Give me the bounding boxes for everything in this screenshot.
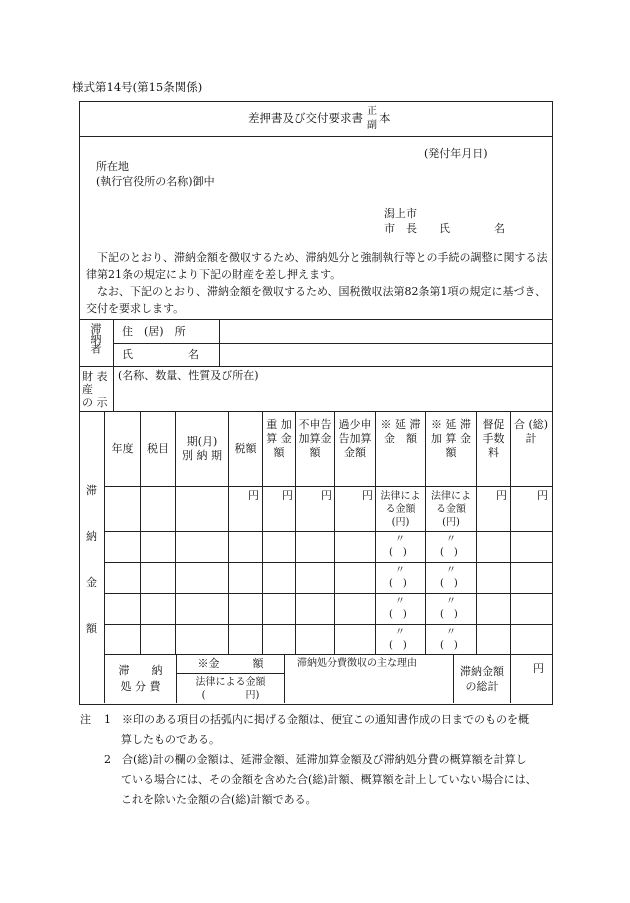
late-fee-paren-2: ( )	[389, 578, 407, 589]
unit-tax-amount: 円	[248, 489, 259, 502]
note-2-cont2: これを除いた金額の合(総)計額である。	[121, 793, 317, 806]
header-heavy-add: 重 加 算 金 額	[266, 418, 292, 459]
footer-est-label: ※金 額	[197, 657, 264, 671]
note-1-cont: 算したものである。	[121, 733, 220, 746]
header-late-fee: ※ 延 滞 金 額	[380, 418, 421, 445]
header-late-add: ※ 延 滞 加 算 金 額	[431, 418, 471, 459]
header-tax: 税目	[147, 442, 169, 456]
recipient-address: 所在地	[96, 160, 129, 173]
property-description: (名称、数量、性質及び所在)	[118, 369, 259, 382]
issue-date-label: (発付年月日)	[424, 147, 488, 160]
late-fee-ditto-2: 〃	[395, 565, 405, 576]
footer-fee-label: 滞 納 処 分 費	[118, 664, 163, 693]
footer-total-label: 滞納金額 の総計	[460, 664, 504, 693]
note-2-cont: ている場合には、その金額を含めた合(総)計額、概算額を計上していない場合には、	[121, 773, 537, 786]
late-fee-law-amount: 法律によ る金額 (円)	[380, 490, 421, 528]
copy-mark-sei: 正	[367, 106, 377, 117]
amount-group-char-2: 納	[86, 530, 97, 543]
header-under-report: 過少申 告加算 金額	[338, 418, 372, 459]
note-2: 2 合(総)計の欄の金額は、延滞金額、延滞加算金額及び滞納処分費の概算額を計算し	[104, 753, 527, 766]
property-label-top: 財 表	[82, 370, 108, 383]
late-add-ditto-4: 〃	[446, 627, 456, 638]
delinquent-address-label: 住 (居) 所	[122, 325, 186, 338]
late-fee-ditto-1: 〃	[395, 534, 405, 545]
body-paragraph-2: なお、下記のとおり、滞納金額を徴収するため、国税徴収法第82条第1項の規定に基づき、交付を要求します。	[86, 285, 547, 315]
late-fee-ditto-4: 〃	[395, 627, 405, 638]
late-fee-paren-3: ( )	[389, 609, 407, 620]
form-frame	[79, 101, 553, 705]
header-period: 期(月) 別 納 期	[182, 435, 222, 462]
amount-group-char-4: 額	[86, 622, 97, 635]
amount-group-char-1: 滞	[86, 484, 97, 497]
note-1: 1 ※印のある項目の括弧内に掲げる金額は、便宜この通知書作成の日までのものを概	[104, 713, 529, 726]
header-dunning: 督促 手数 料	[482, 418, 505, 459]
late-add-paren-2: ( )	[440, 578, 458, 589]
recipient-office: (執行官役所の名称)御中	[96, 175, 215, 188]
property-label-bottom: の 示	[82, 396, 108, 409]
note-prefix: 注	[80, 713, 91, 726]
late-fee-paren-4: ( )	[389, 640, 407, 651]
footer-total-yen: 円	[533, 662, 544, 675]
body-paragraph-1: 下記のとおり、滞納金額を徴収するため、滞納処分と強制執行等との手続の調整に関する法律第21条の規定により下記の財産を差し押えます。	[86, 251, 548, 281]
delinquent-name-label: 氏 名	[122, 348, 199, 361]
document-title: 差押書及び交付要求書	[248, 111, 363, 125]
late-add-paren-3: ( )	[440, 609, 458, 620]
header-tax-amount: 税額	[234, 442, 257, 456]
late-add-law-amount: 法律によ る金額 (円)	[431, 490, 471, 528]
header-year: 年度	[111, 442, 134, 456]
form-number: 様式第14号(第15条関係)	[72, 80, 203, 94]
late-add-ditto-1: 〃	[446, 534, 456, 545]
late-add-paren-4: ( )	[440, 640, 458, 651]
header-total: 合 (総) 計	[513, 418, 549, 445]
header-no-report: 不申告 加算金 額	[298, 418, 332, 459]
amount-group-char-3: 金	[86, 576, 97, 589]
unit-under-report: 円	[362, 489, 373, 502]
late-fee-ditto-3: 〃	[395, 596, 405, 607]
delinquent-group-label: 滞納者	[89, 323, 102, 353]
unit-dunning: 円	[496, 489, 507, 502]
copy-mark-fuku: 副	[367, 120, 377, 131]
unit-heavy-add: 円	[282, 489, 293, 502]
unit-no-report: 円	[321, 489, 332, 502]
unit-total: 円	[537, 489, 548, 502]
copy-mark-hon: 本	[379, 111, 391, 125]
late-add-ditto-2: 〃	[446, 565, 456, 576]
late-fee-paren-1: ( )	[389, 547, 407, 558]
footer-law-label: 法律による金額 ( 円)	[195, 676, 266, 701]
property-label-mid: 産	[82, 383, 93, 396]
sender-chief: 市 長 氏 名	[384, 222, 505, 235]
footer-reason-label: 滞納処分費徴収の主な理由	[297, 658, 417, 669]
late-add-ditto-3: 〃	[446, 596, 456, 607]
sender-city: 潟上市	[384, 207, 417, 220]
late-add-paren-1: ( )	[440, 547, 458, 558]
